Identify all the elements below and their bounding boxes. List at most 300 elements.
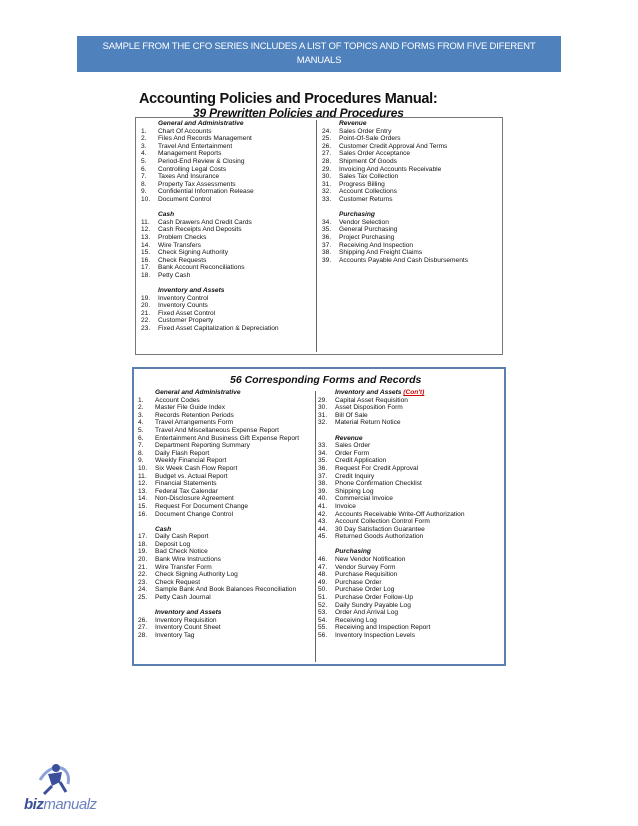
item-number: 1. (138, 396, 144, 404)
item-number: 9. (138, 457, 144, 465)
list-item (138, 427, 299, 435)
item-label: Purchase Order Log (335, 586, 395, 594)
item-label: Sales Order Entry (339, 127, 392, 135)
item-number: 29. (318, 396, 328, 404)
item-label: Daily Cash Report (155, 533, 209, 541)
section-heading-text: General and Administrative (155, 389, 241, 396)
item-label: Travel And Miscellaneous Expense Report (155, 426, 280, 434)
list-item (322, 135, 468, 143)
list-item (138, 397, 299, 405)
item-number: 56. (318, 632, 328, 639)
item-label: Bank Account Reconciliations (158, 264, 245, 272)
item-number: 27. (138, 624, 148, 632)
list-item (322, 249, 468, 257)
list-item (141, 249, 279, 257)
item-number: 15. (138, 502, 148, 510)
item-label: Purchase Requisition (335, 571, 398, 579)
list-item (138, 473, 299, 481)
section-heading-text: Purchasing (339, 211, 375, 219)
list-item (141, 158, 279, 166)
item-label: Inventory Requisition (155, 616, 217, 624)
forms-title: 56 Corresponding Forms and Records (230, 374, 422, 386)
item-label: Chart Of Accounts (158, 127, 212, 135)
list-item (318, 579, 465, 587)
list-item (318, 442, 465, 450)
list-item (318, 488, 465, 496)
item-number: 7. (138, 442, 144, 450)
item-number: 24. (322, 127, 332, 135)
item-number: 9. (141, 188, 147, 196)
item-number: 51. (318, 594, 328, 602)
list-item (138, 412, 299, 420)
list-item (141, 272, 279, 280)
policies-right-column (322, 120, 468, 264)
item-number: 4. (141, 150, 147, 158)
item-number: 20. (138, 556, 148, 564)
list-item (138, 465, 299, 473)
item-label: Inventory Tag (155, 632, 195, 639)
item-label: Financial Statements (155, 480, 217, 488)
item-label: Files And Records Management (158, 135, 252, 143)
item-number: 29. (322, 165, 332, 173)
list-item (318, 526, 465, 534)
item-label: Accounts Receivable Write-Off Authorization (335, 510, 465, 518)
list-item (138, 457, 299, 465)
list-item (318, 419, 465, 427)
list-item (318, 480, 465, 488)
list-item (318, 397, 465, 405)
item-label: Non-Disclosure Agreement (155, 495, 234, 503)
item-number: 11. (141, 218, 150, 226)
item-number: 26. (138, 616, 148, 624)
policies-left-column (141, 120, 279, 333)
item-label: Bill Of Sale (335, 411, 368, 419)
item-number: 34. (322, 218, 332, 226)
item-number: 13. (141, 233, 151, 241)
item-number: 23. (141, 325, 151, 333)
list-item (318, 533, 465, 541)
item-number: 12. (141, 226, 151, 234)
item-number: 54. (318, 616, 328, 624)
spacer (141, 204, 279, 212)
item-label: Travel And Entertainment (158, 142, 233, 150)
list-item (138, 404, 299, 412)
item-number: 1. (141, 127, 147, 135)
banner-line-1: SAMPLE FROM THE CFO SERIES INCLUDES A LIST OF TOPICS AND FORMS FROM FIVE DIFERENT (102, 41, 536, 52)
list-item (138, 541, 299, 549)
item-number: 18. (138, 540, 148, 548)
item-number: 30. (318, 404, 328, 412)
item-label: Project Purchasing (339, 233, 395, 241)
item-label: Phone Confirmation Checklist (335, 480, 422, 488)
item-number: 35. (318, 457, 328, 465)
item-label: Document Control (158, 195, 212, 203)
item-label: Records Retention Periods (155, 411, 234, 419)
item-label: Request For Credit Approval (335, 464, 419, 472)
item-label: Cash Drawers And Credit Cards (158, 218, 252, 226)
item-label: Cash Receipts And Deposits (158, 226, 242, 234)
item-label: Vendor Selection (339, 218, 389, 226)
item-label: General Purchasing (339, 226, 398, 234)
list-item (322, 219, 468, 227)
item-label: Capital Asset Requisition (335, 396, 408, 404)
list-item (318, 617, 465, 625)
list-item (318, 473, 465, 481)
list-item (318, 594, 465, 602)
section-heading-text: General and Administrative (158, 120, 244, 127)
item-label: Account Codes (155, 396, 200, 404)
section-heading (318, 548, 465, 556)
item-label: Fixed Asset Control (158, 309, 216, 317)
item-label: Purchase Order (335, 578, 382, 586)
item-label: Order And Arrival Log (335, 609, 399, 617)
item-label: Accounts Payable And Cash Disbursements (339, 256, 469, 264)
spacer (318, 541, 465, 549)
list-item (318, 518, 465, 526)
section-heading-text: Revenue (335, 434, 363, 442)
item-label: 30 Day Satisfaction Guarantee (335, 525, 425, 533)
forms-left-column (138, 389, 299, 640)
item-label: Account Collection Control Form (335, 518, 430, 526)
item-label: Confidential Information Release (158, 188, 254, 196)
item-label: Management Reports (158, 150, 222, 158)
item-label: Master File Guide Index (155, 404, 225, 412)
section-heading (318, 389, 465, 397)
item-label: Property Tax Assessments (158, 180, 236, 188)
item-label: Progress Billing (339, 180, 385, 188)
item-label: Check Signing Authority (158, 249, 229, 257)
item-number: 28. (322, 157, 332, 165)
list-item (141, 135, 279, 143)
section-heading (318, 435, 465, 443)
item-label: New Vendor Notification (335, 556, 406, 564)
item-label: Entertainment And Business Gift Expense Report (155, 434, 300, 442)
item-number: 15. (141, 249, 151, 257)
item-number: 21. (141, 309, 151, 317)
item-number: 5. (141, 157, 147, 165)
list-item (141, 226, 279, 234)
item-label: Deposit Log (155, 540, 191, 548)
list-item (141, 325, 279, 333)
item-label: Shipment Of Goods (339, 157, 397, 165)
item-number: 19. (141, 294, 151, 302)
logo-wordmark (24, 796, 97, 813)
list-item (138, 435, 299, 443)
manual-title: Accounting Policies and Procedures Manual: (139, 91, 438, 107)
list-item (138, 480, 299, 488)
item-number: 53. (318, 609, 328, 617)
list-item (138, 579, 299, 587)
item-number: 47. (318, 563, 328, 571)
item-label: Bad Check Notice (155, 548, 208, 556)
section-heading-text: Inventory and Assets (158, 287, 225, 295)
item-number: 39. (322, 256, 332, 264)
spacer (138, 602, 299, 610)
item-label: Travel Arrangements Form (155, 419, 234, 427)
item-number: 33. (318, 442, 328, 450)
spacer (138, 518, 299, 526)
logo-text-light: manualz (43, 796, 97, 813)
item-number: 36. (322, 233, 332, 241)
item-number: 12. (138, 480, 148, 488)
item-number: 42. (318, 510, 328, 518)
item-number: 36. (318, 464, 328, 472)
manual-subtitle: 39 Prewritten Policies and Procedures (193, 106, 404, 120)
item-number: 45. (318, 533, 328, 541)
item-label: Petty Cash (158, 271, 191, 279)
item-number: 20. (141, 302, 151, 310)
list-item (141, 166, 279, 174)
item-label: Vendor Survey Form (335, 563, 396, 571)
list-item (138, 419, 299, 427)
list-item (138, 571, 299, 579)
item-label: Period-End Review & Closing (158, 157, 245, 165)
item-number: 32. (318, 419, 328, 427)
item-label: Controlling Legal Costs (158, 165, 227, 173)
item-label: Budget vs. Actual Report (155, 472, 228, 480)
column-divider (316, 120, 317, 352)
item-number: 30. (322, 173, 332, 181)
item-label: Returned Goods Authorization (335, 533, 424, 541)
item-number: 8. (141, 180, 147, 188)
item-label: Receiving and Inspection Report (335, 624, 431, 632)
list-item (138, 586, 299, 594)
item-label: Material Return Notice (335, 419, 401, 427)
item-number: 44. (318, 525, 328, 533)
list-item (322, 173, 468, 181)
list-item (318, 632, 465, 640)
item-number: 21. (138, 563, 148, 571)
section-heading-text: Inventory and Assets (155, 609, 222, 617)
item-number: 40. (318, 495, 328, 503)
item-number: 37. (318, 472, 328, 480)
item-number: 41. (318, 502, 328, 510)
list-item (322, 166, 468, 174)
item-label: Credit Inquiry (335, 472, 375, 480)
item-number: 34. (318, 449, 328, 457)
item-number: 23. (138, 578, 148, 586)
item-number: 13. (138, 487, 148, 495)
item-label: Fixed Asset Capitalization & Depreciation (158, 325, 279, 333)
item-label: Purchase Order Follow-Up (335, 594, 414, 602)
logo-text-bold: biz (24, 796, 44, 813)
section-heading (138, 389, 299, 397)
list-item (322, 234, 468, 242)
list-item (138, 632, 299, 640)
section-heading-text: Revenue (339, 120, 367, 127)
item-label: Invoice (335, 502, 356, 510)
list-item (141, 143, 279, 151)
item-number: 37. (322, 241, 332, 249)
item-number: 17. (138, 533, 148, 541)
list-item (141, 257, 279, 265)
item-number: 52. (318, 601, 328, 609)
item-number: 43. (318, 518, 328, 526)
list-item (141, 264, 279, 272)
list-item (322, 150, 468, 158)
list-item (318, 624, 465, 632)
item-number: 14. (141, 241, 151, 249)
item-label: Receiving And Inspection (339, 241, 414, 249)
list-item (322, 242, 468, 250)
item-number: 26. (322, 142, 332, 150)
item-number: 25. (138, 594, 148, 602)
item-number: 28. (138, 632, 148, 639)
item-label: Shipping And Freight Claims (339, 249, 423, 257)
list-item (318, 457, 465, 465)
item-label: Order Form (335, 449, 370, 457)
item-label: Federal Tax Calendar (155, 487, 218, 495)
list-item (322, 226, 468, 234)
item-label: Request For Document Change (155, 502, 249, 510)
item-number: 39. (318, 487, 328, 495)
section-heading-text: Inventory and Assets (335, 389, 402, 396)
item-number: 14. (138, 495, 148, 503)
spacer (322, 204, 468, 212)
item-label: Check Requests (158, 256, 207, 264)
item-number: 46. (318, 556, 328, 564)
item-number: 16. (138, 510, 148, 518)
item-label: Credit Application (335, 457, 387, 465)
item-number: 11. (138, 472, 147, 480)
list-item (322, 188, 468, 196)
item-number: 2. (141, 135, 147, 143)
item-number: 25. (322, 135, 332, 143)
list-item (318, 412, 465, 420)
list-item (322, 181, 468, 189)
list-item (141, 196, 279, 204)
item-label: Customer Property (158, 317, 214, 325)
item-label: Check Request (155, 578, 201, 586)
item-label: Department Reporting Summary (155, 442, 250, 450)
item-label: Inventory Control (158, 294, 209, 302)
list-item (138, 442, 299, 450)
list-item (141, 302, 279, 310)
list-item (141, 150, 279, 158)
item-number: 3. (141, 142, 147, 150)
item-number: 8. (138, 449, 144, 457)
item-number: 22. (138, 571, 148, 579)
continued-label: (Con't) (403, 389, 425, 396)
list-item (138, 488, 299, 496)
list-item (141, 128, 279, 136)
item-number: 2. (138, 404, 144, 412)
item-label: Wire Transfer Form (155, 563, 212, 571)
section-heading-text: Cash (155, 525, 172, 533)
item-number: 6. (138, 434, 144, 442)
item-number: 50. (318, 586, 328, 594)
list-item (318, 602, 465, 610)
list-item (141, 219, 279, 227)
list-item (141, 181, 279, 189)
list-item (141, 188, 279, 196)
item-label: Sales Order (335, 442, 371, 450)
item-number: 5. (138, 426, 144, 434)
item-number: 17. (141, 264, 151, 272)
item-label: Asset Disposition Form (335, 404, 403, 412)
item-label: Document Change Control (155, 510, 234, 518)
list-item (318, 511, 465, 519)
list-item (318, 465, 465, 473)
item-number: 24. (138, 586, 148, 594)
forms-right-column (318, 389, 465, 640)
item-number: 38. (318, 480, 328, 488)
section-heading (322, 120, 468, 128)
list-item (318, 586, 465, 594)
item-label: Invoicing And Accounts Receivable (339, 165, 442, 173)
item-number: 27. (322, 150, 332, 158)
list-item (322, 196, 468, 204)
list-item (138, 624, 299, 632)
item-label: Receiving Log (335, 616, 377, 624)
list-item (138, 511, 299, 519)
item-number: 49. (318, 578, 328, 586)
item-number: 31. (318, 411, 328, 419)
item-label: Account Collections (339, 188, 397, 196)
item-label: Problem Checks (158, 233, 207, 241)
item-number: 7. (141, 173, 147, 181)
list-item (138, 564, 299, 572)
forms-box (132, 367, 506, 666)
item-label: Wire Transfers (158, 241, 201, 249)
section-heading (141, 287, 279, 295)
item-label: Daily Flash Report (155, 449, 210, 457)
item-number: 55. (318, 624, 328, 632)
item-number: 18. (141, 271, 151, 279)
list-item (318, 609, 465, 617)
list-item (318, 556, 465, 564)
list-item (318, 495, 465, 503)
item-label: Customer Credit Approval And Terms (339, 142, 448, 150)
item-number: 31. (322, 180, 332, 188)
item-label: Taxes And Insurance (158, 173, 220, 181)
policies-box (135, 117, 503, 355)
section-heading (141, 211, 279, 219)
list-item (141, 310, 279, 318)
item-number: 22. (141, 317, 151, 325)
list-item (138, 556, 299, 564)
list-item (138, 495, 299, 503)
spacer (141, 279, 279, 287)
item-number: 3. (138, 411, 144, 419)
list-item (318, 503, 465, 511)
spacer (318, 427, 465, 435)
list-item (138, 617, 299, 625)
list-item (138, 503, 299, 511)
item-label: Commercial Invoice (335, 495, 393, 503)
item-label: Petty Cash Journal (155, 594, 211, 602)
item-label: Check Signing Authority Log (155, 571, 238, 579)
item-label: Sales Tax Collection (339, 173, 399, 181)
list-item (138, 450, 299, 458)
item-label: Inventory Count Sheet (155, 624, 221, 632)
item-number: 6. (141, 165, 147, 173)
list-item (141, 173, 279, 181)
item-number: 32. (322, 188, 332, 196)
list-item (141, 317, 279, 325)
item-label: Inventory Inspection Levels (335, 632, 415, 639)
list-item (318, 404, 465, 412)
item-label: Customer Returns (339, 195, 393, 203)
list-item (141, 234, 279, 242)
list-item (322, 257, 468, 265)
item-label: Inventory Counts (158, 302, 208, 310)
list-item (322, 158, 468, 166)
list-item (138, 548, 299, 556)
section-heading (322, 211, 468, 219)
item-number: 19. (138, 548, 148, 556)
item-label: Six Week Cash Flow Report (155, 464, 238, 472)
